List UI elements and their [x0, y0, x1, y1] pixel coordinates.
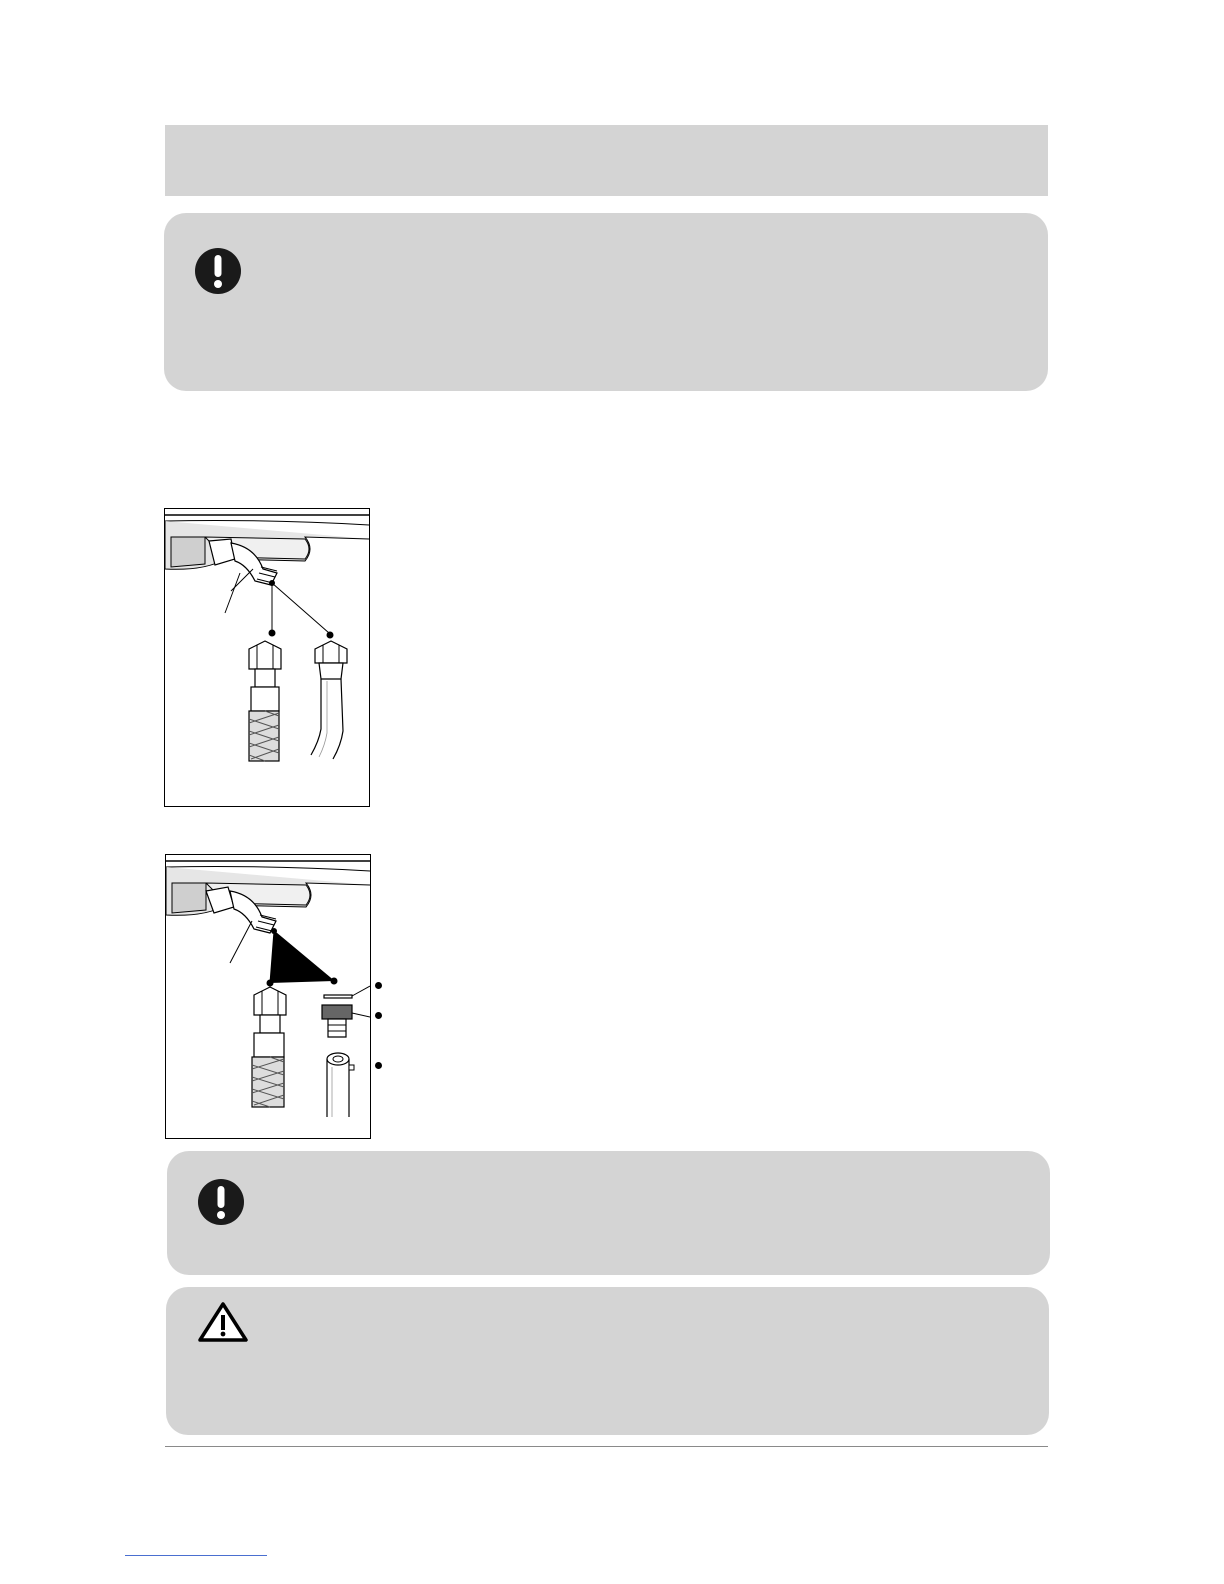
pipe-callout-dot	[375, 1062, 382, 1069]
warning-triangle-icon	[197, 1301, 249, 1343]
footer-divider	[165, 1446, 1048, 1447]
footnote-rule	[125, 1555, 267, 1556]
adapter-callout-dot	[375, 1012, 382, 1019]
warning-notice-panel	[166, 1287, 1049, 1435]
exclamation-circle-icon	[194, 247, 242, 295]
inlet-hose-connection-figure	[164, 508, 370, 807]
inlet-hose-adapter-figure	[165, 854, 371, 1139]
important-notice-panel	[164, 213, 1048, 391]
washer-callout-dot	[375, 982, 382, 989]
exclamation-circle-icon	[197, 1178, 245, 1226]
important-notice-panel-2	[167, 1151, 1050, 1275]
section-header-band	[165, 125, 1048, 196]
